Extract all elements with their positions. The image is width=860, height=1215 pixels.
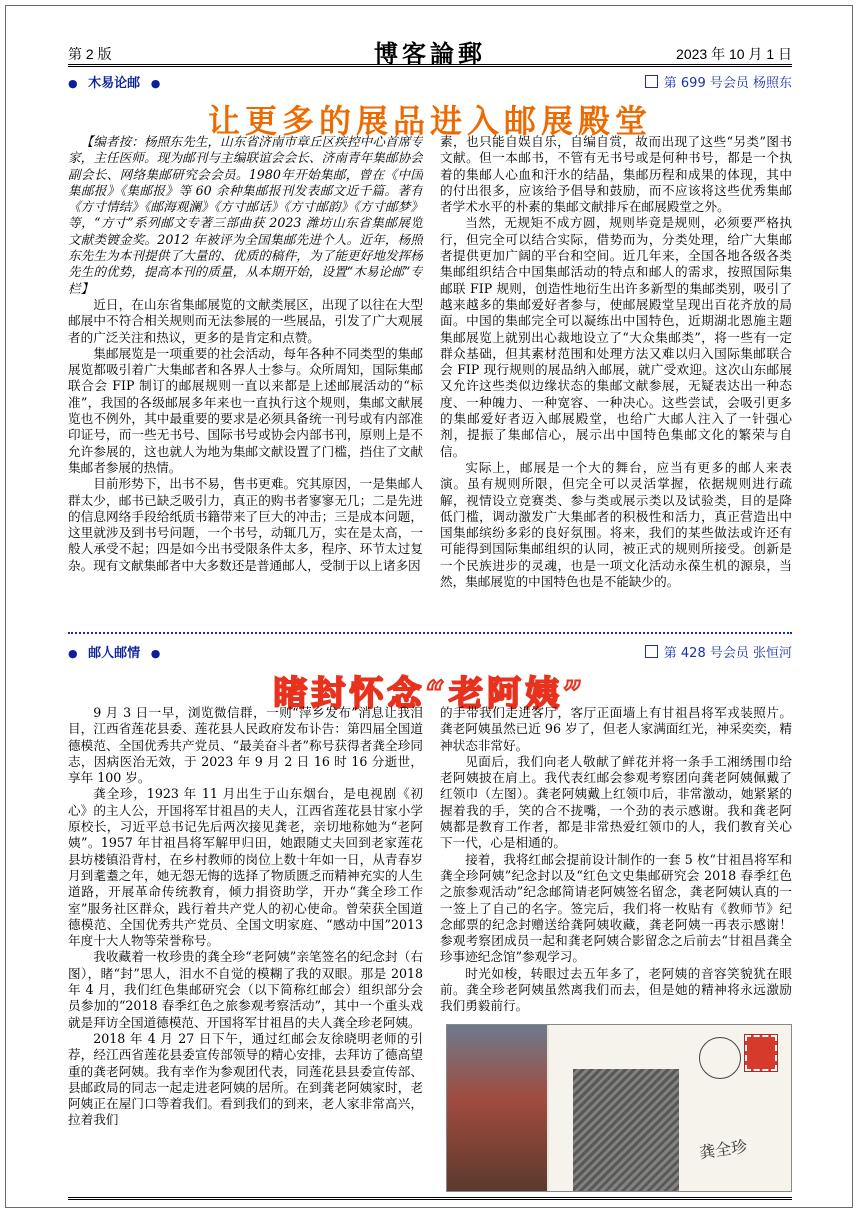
article-paragraph: 的手带我们走进客厅，客厅正面墙上有甘祖昌将军戎装照片。龚老阿姨虽然已近 96 岁了，但老人家满面红光，神采奕奕，精神状态非常好。 bbox=[440, 705, 792, 753]
article-paragraph: 素，也只能自娱自乐，自编自赏，故而出现了这些“另类”图书文献。但一本邮书，不管有无书号或是何种书号，都是一个执着的集邮人心血和汗水的结晶，集邮历程和成果的体现，其中的付出很多，应该给予倡导和鼓励，而不应该将这些优秀集邮者学术水平的朴素的集邮文献排斥在邮展殿堂之外。 bbox=[440, 134, 792, 215]
bullet-icon: ● bbox=[150, 647, 161, 660]
bullet-icon: ● bbox=[68, 77, 78, 90]
article-paragraph: 集邮展览是一项重要的社会活动，每年各种不同类型的集邮展览都吸引着广大集邮者和各界人士参与。众所周知，国际集邮联合会 FIP 制订的邮展规则一直以来都是上述邮展活动的“标准”，我国的各级邮展多年来也一直执行这个规则，集邮文献展览也不例外，其中最重要的要求是必须具备统一刊号或有内部准印证号，而一些无书号、国际书号或协会内部书刊，原则上是不允许参展的，这也就人为地为集邮文献设置了门槛，挡住了文献集邮者参展的热情。 bbox=[68, 345, 423, 475]
article1-right-column bbox=[440, 134, 792, 636]
article-paragraph: 见面后，我们向老人敬献了鲜花并将一条手工湘绣围巾给老阿姨披在肩上。我代表红邮会参观考察团向龚老阿姨佩戴了红领巾（左图）。龚老阿姨戴上红领巾后，非常激动，她紧紧的握着我的手，笑的合不拢嘴，一个劲的表示感谢。我和龚老阿姨都是教育工作者，都是非常热爱红领巾的人，我们教育关心下一代，心是相通的。 bbox=[440, 753, 792, 851]
article2-section-bar bbox=[68, 642, 792, 660]
commemorative-cover-photo bbox=[446, 1024, 792, 1192]
article-paragraph: 2018 年 4 月 27 日下午，通过红邮会友徐晓明老师的引荐，经江西省莲花县委宣传部领导的精心安排，去拜访了德高望重的龚老阿姨。我有幸作为参观团代表，同莲花县县委宣传部、县邮政局的同志一起走进老阿姨的居所。在到龚老阿姨家时，老阿姨正在屋门口等着我们。看到我们的到来，老人家非常高兴，拉着我们 bbox=[68, 1030, 423, 1128]
article1-author bbox=[645, 72, 792, 91]
article-paragraph: 实际上，邮展是一个大的舞台，应当有更多的邮人来表演。虽有规则所限，但完全可以灵活掌握，依据规则进行疏解，视情设立竞赛类、参与类或展示类以及试验类，目的是降低门槛，调动激发广大集邮者的积极性和活力，真正营造出中国集邮缤纷多彩的良好氛围。将来，我们的某些做法或许还有可能得到国际集邮组织的认同，被正式的规则所接受。创新是一个民族进步的灵魂，也是一项文化活动永葆生机的源泉，当然，集邮展览的中国特色也是不能缺少的。 bbox=[440, 459, 792, 590]
bullet-icon: ● bbox=[68, 647, 78, 660]
publication-name: 博客論郵 bbox=[374, 39, 486, 68]
article-paragraph: 当然，无规矩不成方圆，规则毕竟是规则，必须要严格执行，但完全可以结合实际，借势而为，分类处理，给广大集邮者提供更加广阔的平台和空间。近几年来，全国各地各级各类集邮组织结合中国集邮活动的特点和邮人的需求，按照国际集邮联 FIP 规则，创造性地衍生出许多新型的集邮类别，吸引了越来越多的集邮爱好者参与，使邮展殿堂呈现出百花齐放的局面。中国的集邮完全可以凝练出中国特色，近期湖北恩施主题集邮展览上就别出心裁地设立了“大众集邮类”，将一些有一定群众基础，但其素材范围和处理方法又难以归入国际集邮联合会 FIP 现行规则的展品纳入邮展，就广受欢迎。这次山东邮展又允许这些类似边缘状态的集邮文献参展，无疑表达出一种态度、一种魄力、一种宽容、一种决心。这些尝试，会吸引更多的集邮爱好者迈入邮展殿堂，也给广大邮人注入了一针强心剂，提振了集邮信心，展示出中国特色集邮文化的繁荣与自信。 bbox=[440, 215, 792, 459]
checkbox-icon bbox=[645, 645, 658, 658]
article2-headline: 睹封怀念“老阿姨” bbox=[273, 674, 587, 714]
signature: 龚全珍 bbox=[698, 1136, 749, 1163]
article2-column-tag bbox=[68, 642, 160, 661]
bullet-icon: ● bbox=[150, 77, 161, 90]
article1-member-label: 第 699 号会员 杨照东 bbox=[663, 76, 792, 91]
article-paragraph: 近日，在山东省集邮展览的文献类展区，出现了以往在大型邮展中不符合相关规则而无法参展的一些展品，引发了广大观展者的广泛关注和热议，更多的是肯定和点赞。 bbox=[68, 296, 423, 345]
bottom-rule bbox=[68, 1197, 792, 1200]
article1-left-column bbox=[68, 134, 423, 626]
issue-date: 2023 年 10 月 1 日 bbox=[676, 46, 792, 62]
article-paragraph: 接着，我将红邮会提前设计制作的一套 5 枚“甘祖昌将军和龚全珍阿姨”纪念封以及“红色文史集邮研究会 2018 春季红色之旅参观活动”纪念邮简请老阿姨签名留念，龚老阿姨认真的一一签上了自己的名字。签完后，我们将一枚贴有《教师节》纪念邮票的纪念封赠送给龚阿姨收藏，龚老阿姨一再表示感谢！参观考察团成员一起和龚老阿姨合影留念之后前去“甘祖昌龚全珍事迹纪念馆”参观学习。 bbox=[440, 851, 792, 965]
masthead bbox=[68, 36, 792, 67]
article-paragraph: 目前形势下，出书不易，售书更难。究其原因，一是集邮人群太少，邮书已缺乏吸引力，真正的购书者寥寥无几；二是先进的信息网络手段给纸质书籍带来了巨大的冲击；三是成本问题，这里就涉及到书号问题，一个书号，动辄几万，实在是太高，一般人承受不起；四是如今出书受限条件太多，程序、环节太过复杂。现有文献集邮者中大多数还是普通邮人，受制于以上诸多因 bbox=[68, 476, 423, 573]
edition-label: 第 2 版 bbox=[68, 46, 112, 62]
portrait-image bbox=[573, 1069, 679, 1191]
checkbox-icon bbox=[645, 75, 658, 88]
article2-left-column bbox=[68, 705, 423, 1187]
article-paragraph: 时光如梭，转眼过去五年多了，老阿姨的音容笑貌犹在眼前。龚全珍老阿姨虽然离我们而去，但是她的精神将永远激励我们勇毅前行。 bbox=[440, 965, 792, 1014]
signed-envelope bbox=[549, 1025, 791, 1191]
article1-section-bar bbox=[68, 72, 792, 90]
article-paragraph: 9 月 3 日一早，浏览微信群，一则“萍乡发布”消息让我泪目，江西省莲花县委、莲花县人民政府发布讣告：第四届全国道德模范、全国优秀共产党员、“最美奋斗者”称号获得者龚全珍同志，因病医治无效，于 2023 年 9 月 2 日 16 时 16 分逝世，享年 100 岁。 bbox=[68, 705, 423, 786]
article1-headline: 让更多的展品进入邮展殿堂 bbox=[207, 102, 652, 140]
section-divider bbox=[68, 632, 792, 634]
article-paragraph: 我收藏着一枚珍贵的龚全珍“老阿姨”亲笔签名的纪念封（右图），睹“封”思人，泪水不自觉的模糊了我的双眼。那是 2018 年 4 月，我们红色集邮研究会（以下简称红邮会）组织部分会员参加的“2018 春季红色之旅参观考察活动”，其中一个重头戏就是拜访全国道德模范、开国将军甘祖昌的夫人龚全珍老阿姨。 bbox=[68, 949, 423, 1030]
stamp-icon bbox=[745, 1035, 777, 1071]
postmark-icon bbox=[699, 1037, 741, 1079]
editor-note: 【编者按：杨照东先生，山东省济南市章丘区疾控中心首席专家，主任医师。现为邮刊与主编联谊会会长、济南青年集邮协会副会长、网络集邮研究会会员。1980年开始集邮，曾在《中国集邮报》《集邮报》等 60 余种集邮报刊发表邮文近千篇。著有《方寸情结》《邮海观澜》《方寸邮话》《方寸邮韵》《方寸邮梦》等，“方寸”系列邮文专著三部曲获 2023 潍坊山东省集邮展览文献类镀金奖。2012 年被评为全国集邮先进个人。近年，杨照东先生为本刊提供了大量的、优质的稿件，为了能更好地发挥杨先生的优势，提高本刊的质量，从本期开始，设置“木易论邮”专栏】 bbox=[68, 134, 423, 296]
article2-right-column bbox=[440, 705, 792, 1017]
article1-column-name: 木易论邮 bbox=[88, 76, 141, 91]
article2-column-name: 邮人邮情 bbox=[88, 646, 141, 661]
article-paragraph: 龚全珍，1923 年 11 月出生于山东烟台，是电视剧《初心》的主人公，开国将军甘祖昌的夫人，江西省莲花县甘家小学原校长，习近平总书记先后两次接见龚老，亲切地称她为“老阿姨”。1957 年甘祖昌将军解甲归田，她跟随丈夫回到老家莲花县坊楼镇沿背村，在乡村教师的岗位上数十年如一日，从青春岁月到耄耋之年，她无怨无悔的选择了物质匮乏而精神充实的人生道路，开展革命传统教育，倾力捐资助学，开办“龚全珍工作室”服务社区群众，践行着共产党人的初心使命。曾荣获全国道德模范、全国优秀共产党员、全国文明家庭、“感动中国”2013 年度十大人物等荣誉称号。 bbox=[68, 786, 423, 949]
article2-member-label: 第 428 号会员 张恒河 bbox=[663, 646, 792, 661]
article2-author bbox=[645, 642, 792, 661]
article1-column-tag bbox=[68, 72, 160, 91]
visit-photo bbox=[447, 1025, 547, 1191]
